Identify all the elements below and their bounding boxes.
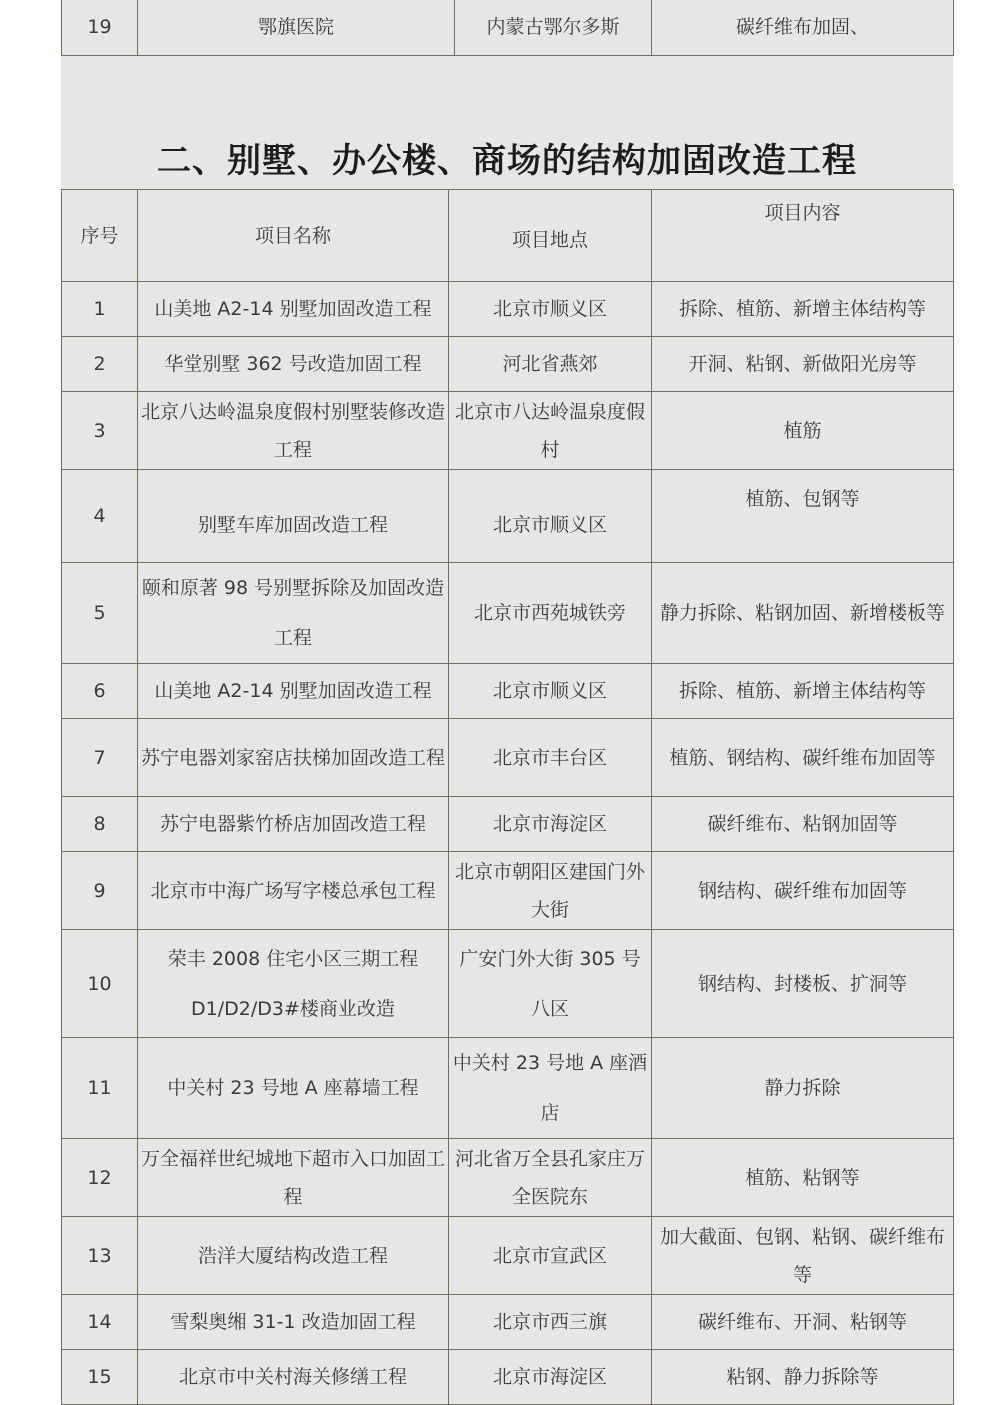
project-name: 万全福祥世纪城地下超市入口加固工程: [138, 1139, 449, 1217]
project-location: 内蒙古鄂尔多斯: [455, 0, 652, 55]
project-content: 碳纤维布加固、: [652, 0, 954, 55]
table-row: [62, 664, 954, 719]
table-row: [62, 337, 954, 392]
table-row: [62, 392, 954, 470]
header-no: 序号: [62, 190, 138, 282]
section-title: 二、别墅、办公楼、商场的结构加固改造工程: [157, 141, 857, 181]
project-location: 中关村 23 号地 A 座酒店: [449, 1038, 652, 1139]
project-content: 钢结构、碳纤维布加固等: [652, 852, 954, 930]
header-location: 项目地点: [449, 190, 652, 282]
project-name: 别墅车库加固改造工程: [138, 470, 449, 563]
table-row: [62, 1139, 954, 1217]
row-number: 19: [62, 0, 138, 55]
project-name: 鄂旗医院: [138, 0, 455, 55]
row-number: 15: [62, 1350, 138, 1405]
table-row: [62, 1217, 954, 1295]
row-number: 7: [62, 719, 138, 797]
row-number: 11: [62, 1038, 138, 1139]
table-row: [62, 797, 954, 852]
table-row: [62, 1350, 954, 1405]
row-number: 9: [62, 852, 138, 930]
table-row: [62, 470, 954, 563]
projects-table: [61, 189, 954, 1405]
previous-section-table: [61, 0, 954, 56]
project-location: 河北省万全县孔家庄万全医院东: [449, 1139, 652, 1217]
project-location: 北京市顺义区: [449, 470, 652, 563]
table-row: [62, 852, 954, 930]
project-name: 中关村 23 号地 A 座幕墙工程: [138, 1038, 449, 1139]
project-location: 北京市宣武区: [449, 1217, 652, 1295]
table-row: [62, 930, 954, 1038]
row-number: 10: [62, 930, 138, 1038]
row-number: 14: [62, 1295, 138, 1350]
project-content: 开洞、粘钢、新做阳光房等: [652, 337, 954, 392]
project-content: 植筋、包钢等: [652, 470, 954, 563]
project-name: 北京八达岭温泉度假村别墅装修改造工程: [138, 392, 449, 470]
project-name: 苏宁电器刘家窑店扶梯加固改造工程: [138, 719, 449, 797]
header-name: 项目名称: [138, 190, 449, 282]
project-location: 北京市朝阳区建国门外大街: [449, 852, 652, 930]
project-location: 北京市海淀区: [449, 797, 652, 852]
project-location: 北京市八达岭温泉度假村: [449, 392, 652, 470]
project-content: 拆除、植筋、新增主体结构等: [652, 664, 954, 719]
project-name: 北京市中关村海关修缮工程: [138, 1350, 449, 1405]
project-content: 加大截面、包钢、粘钢、碳纤维布等: [652, 1217, 954, 1295]
project-location: 河北省燕郊: [449, 337, 652, 392]
project-location: 北京市顺义区: [449, 664, 652, 719]
project-location: 广安门外大街 305 号八区: [449, 930, 652, 1038]
row-number: 13: [62, 1217, 138, 1295]
project-content: 碳纤维布、粘钢加固等: [652, 797, 954, 852]
project-content: 植筋、粘钢等: [652, 1139, 954, 1217]
project-name: 华堂别墅 362 号改造加固工程: [138, 337, 449, 392]
project-content: 粘钢、静力拆除等: [652, 1350, 954, 1405]
project-content: 植筋: [652, 392, 954, 470]
project-location: 北京市西三旗: [449, 1295, 652, 1350]
row-number: 3: [62, 392, 138, 470]
project-name: 北京市中海广场写字楼总承包工程: [138, 852, 449, 930]
project-name: 颐和原著 98 号别墅拆除及加固改造工程: [138, 563, 449, 664]
row-number: 6: [62, 664, 138, 719]
table-row: [62, 563, 954, 664]
project-name: 荣丰 2008 住宅小区三期工程 D1/D2/D3#楼商业改造: [138, 930, 449, 1038]
header-content: 项目内容: [652, 190, 954, 282]
project-location: 北京市丰台区: [449, 719, 652, 797]
project-content: 植筋、钢结构、碳纤维布加固等: [652, 719, 954, 797]
row-number: 1: [62, 282, 138, 337]
project-name: 雪梨奥缃 31-1 改造加固工程: [138, 1295, 449, 1350]
project-location: 北京市海淀区: [449, 1350, 652, 1405]
project-location: 北京市顺义区: [449, 282, 652, 337]
project-content: 静力拆除、粘钢加固、新增楼板等: [652, 563, 954, 664]
project-content: 拆除、植筋、新增主体结构等: [652, 282, 954, 337]
row-number: 4: [62, 470, 138, 563]
row-number: 8: [62, 797, 138, 852]
row-number: 2: [62, 337, 138, 392]
table-header-row: [62, 190, 954, 282]
row-number: 12: [62, 1139, 138, 1217]
table-row: [62, 0, 954, 55]
table-row: [62, 719, 954, 797]
project-name: 山美地 A2-14 别墅加固改造工程: [138, 664, 449, 719]
project-location: 北京市西苑城铁旁: [449, 563, 652, 664]
project-content: 钢结构、封楼板、扩洞等: [652, 930, 954, 1038]
project-content: 静力拆除: [652, 1038, 954, 1139]
table-row: [62, 1038, 954, 1139]
table-row: [62, 1295, 954, 1350]
project-name: 苏宁电器紫竹桥店加固改造工程: [138, 797, 449, 852]
project-name: 浩洋大厦结构改造工程: [138, 1217, 449, 1295]
project-name: 山美地 A2-14 别墅加固改造工程: [138, 282, 449, 337]
row-number: 5: [62, 563, 138, 664]
project-content: 碳纤维布、开洞、粘钢等: [652, 1295, 954, 1350]
table-row: [62, 282, 954, 337]
